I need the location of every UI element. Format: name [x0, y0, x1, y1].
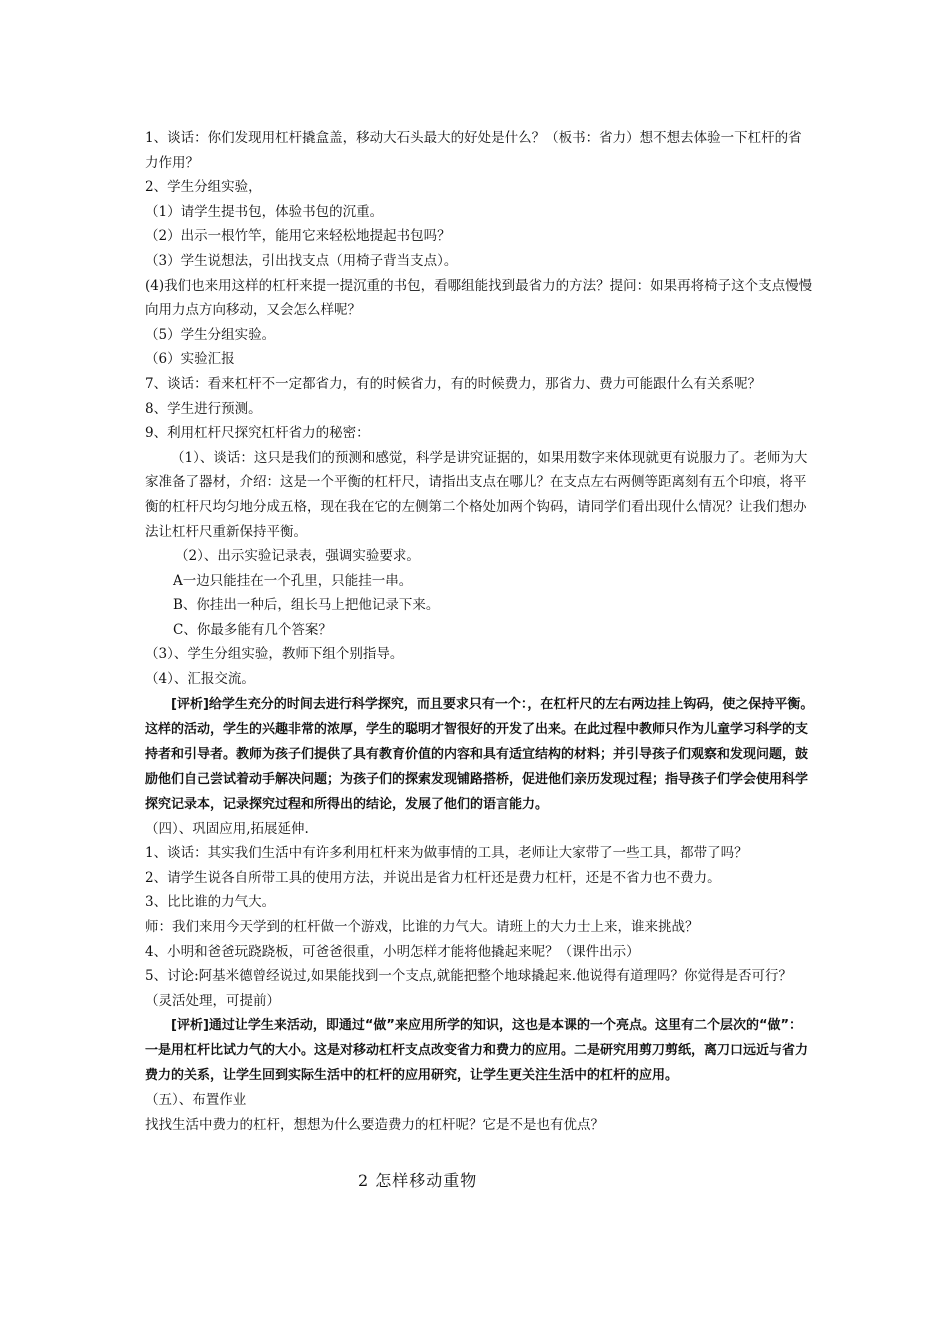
- text-line: 3、比比谁的力气大。: [145, 894, 276, 911]
- commentary-paragraph: [评析]给学生充分的时间去进行科学探究，而且要求只有一个：，在杠杆尺的左右两边挂上钩码，使之保持平衡。这样的活动，学生的兴趣非常的浓厚，学生的聪明才智很好的开发了出来。在此过程中教师只作为儿童学习科学的支持者和引导者。教师为孩子们提供了具有教育价值的内容和具有适宜结构的材料；并引导孩子们观察和发现问题，鼓励他们自己尝试着动手解决问题；为孩子们的探索发现铺路搭桥，促进他们亲历发现过程；指导孩子们学会使用科学探究记录本，记录探究过程和所得出的结论，发展了他们的语言能力。: [145, 696, 814, 812]
- text-line: （3）学生说想法，引出找支点（用椅子背当支点）。: [145, 252, 458, 269]
- text-line: 师：我们来用今天学到的杠杆做一个游戏，比谁的力气大。请班上的大力士上来，谁来挑战？: [145, 919, 699, 936]
- text-line: 9、利用杠杆尺探究杠杆省力的秘密：: [145, 425, 370, 442]
- text-line: 2、学生分组实验，: [145, 179, 262, 196]
- section-heading: （五）、布置作业: [145, 1092, 247, 1109]
- text-line: （2）出示一根竹竿，能用它来轻松地提起书包吗？: [145, 228, 451, 245]
- text-line: 1、谈话：你们发现用杠杆撬盒盖，移动大石头最大的好处是什么？（板书：省力）想不想去体验一下杠杆的省力作用？: [145, 130, 802, 171]
- text-line: A一边只能挂在一个孔里，只能挂一串。: [173, 572, 413, 589]
- text-line: 1、谈话：其实我们生活中有许多利用杠杆来为做事情的工具，老师让大家带了一些工具，都带了吗？: [145, 845, 748, 862]
- text-line: 2、请学生说各自所带工具的使用方法，并说出是省力杠杆还是费力杠杆，还是不省力也不费力。: [145, 869, 721, 886]
- section-heading: （四）、巩固应用,拓展延伸.: [145, 820, 309, 837]
- commentary-paragraph: [评析]通过让学生来活动，即通过“做”来应用所学的知识，这也是本课的一个亮点。这里有二个层次的“做”：一是用杠杆比试力气的大小。这是对移动杠杆支点改变省力和费力的应用。二是研究用剪刀剪纸，离刀口远近与省力费力的关系，让学生回到实际生活中的杠杆的应用研究，让学生更关注生活中的杠杆的应用。: [145, 1018, 809, 1084]
- text-line: （4）、汇报交流。: [145, 671, 255, 688]
- lesson-title: 2 怎样移动重物: [358, 1171, 478, 1190]
- document-body: [145, 126, 815, 1138]
- text-line: 7、谈话：看来杠杆不一定都省力，有的时候省力，有的时候费力，那省力、费力可能跟什么有关系呢？: [145, 375, 762, 392]
- text-line: B、你挂出一种后，组长马上把他记录下来。: [173, 597, 440, 614]
- text-line: 找找生活中费力的杠杆，想想为什么要造费力的杠杆呢？它是不是也有优点？: [145, 1117, 604, 1133]
- text-line: 5、讨论:阿基米德曾经说过,如果能找到一个支点,就能把整个地球撬起来.他说得有道理吗？你觉得是否可行？ （灵活处理，可提前）: [145, 968, 793, 1009]
- text-line: （6）实验汇报: [145, 351, 235, 368]
- text-line: 8、学生进行预测。: [145, 400, 262, 417]
- text-line: (4)我们也来用这样的杠杆来提一提沉重的书包，看哪组能找到最省力的方法？提问：如果再将椅子这个支点慢慢向用力点方向移动，又会怎么样呢？: [145, 277, 813, 319]
- text-line: 4、小明和爸爸玩跷跷板，可爸爸很重，小明怎样才能将他撬起来呢？（课件出示）: [145, 943, 640, 960]
- text-line: （5）学生分组实验。: [145, 326, 276, 343]
- text-line: （3）、学生分组实验，教师下组个别指导。: [145, 646, 404, 663]
- text-line: C、你最多能有几个答案？: [173, 621, 332, 638]
- text-paragraph: （1）、谈话：这只是我们的预测和感觉，科学是讲究证据的，如果用数字来体现就更有说服力了。老师为大家准备了器材，介绍：这是一个平衡的杠杆尺，请指出支点在哪儿？在支点左右两侧等距离刻有五个印痕，将平衡的杠杆尺均匀地分成五格，现在我在它的左侧第二个格处加两个钩码，请同学们看出现什么情况？让我们想办法让杠杆尺重新保持平衡。: [145, 449, 808, 540]
- text-line: （1）请学生提书包，体验书包的沉重。: [145, 203, 384, 220]
- text-line: （2）、出示实验记录表，强调实验要求。: [175, 548, 420, 565]
